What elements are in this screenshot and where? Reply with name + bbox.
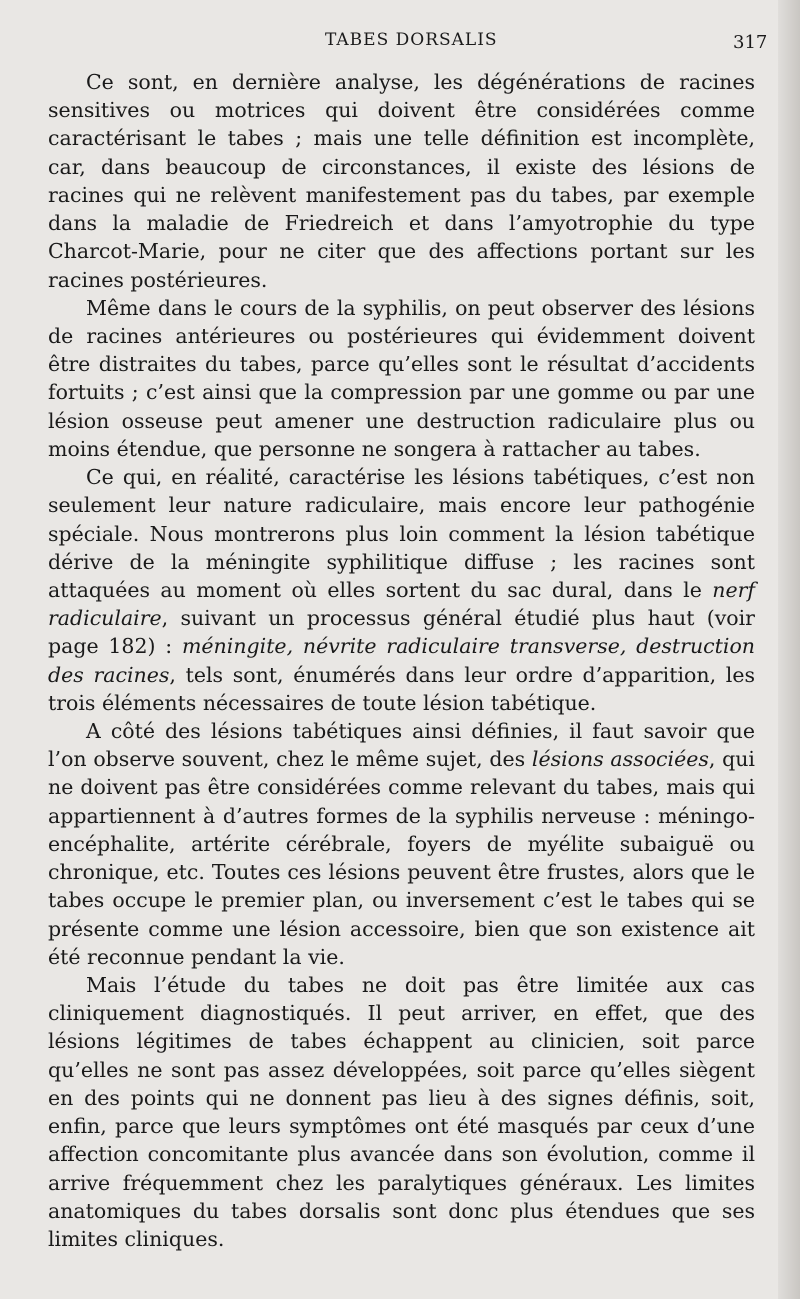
paragraph-4 [48,717,755,971]
paragraph-2 [48,294,755,463]
body-text [48,68,755,1253]
paragraph-4-text-b: , qui ne doivent pas être considérées comme relevant du tabes, mais qui appartiennent à d’autres formes de la syphilis nerveuse : méningo-encéphalite, artérite cérébrale, foyers de myélite subaiguë ou chronique, etc. Toutes ces lésions peuvent être frustes, alors que le tabes occupe le premier plan, ou inversement c’est le tabes qui se présente comme une lésion accessoire, bien que son existence ait été reconnue pendant la vie. [48,747,755,969]
paragraph-3-text-a: Ce qui, en réalité, caractérise les lésions tabétiques, c’est non seulement leur nature radiculaire, mais encore leur pathogénie spéciale. Nous montrerons plus loin comment la lésion tabétique dérive de la méningite syphilitique diffuse ; les racines sont attaquées au moment où elles sortent du sac dural, dans le [48,465,755,602]
running-head: TABES DORSALIS [325,30,498,50]
paragraph-1-text: Ce sont, en dernière analyse, les dégénérations de racines sensitives ou motrices qui doivent être considérées comme caractérisant le tabes ; mais une telle définition est incomplète, car, dans beaucoup de circonstances, il existe des lésions de racines qui ne relèvent manifestement pas du tabes, par exemple dans la maladie de Friedreich et dans l’amyotrophie du type Charcot-Marie, pour ne citer que des affections portant sur les racines postérieures. [48,70,755,292]
paragraph-3-text-c: , tels sont, énumérés dans leur ordre d’apparition, les trois éléments nécessaires de toute lésion tabétique. [48,662,755,715]
paragraph-3 [48,463,755,717]
paragraph-4-text-a: A côté des lésions tabétiques ainsi définies, il faut savoir que l’on observe souvent, chez le même sujet, des [48,719,755,772]
paragraph-3-italic-nerf-radiculaire: nerf radiculaire [48,577,755,631]
paragraph-2-text: Même dans le cours de la syphilis, on peut observer des lésions de racines antérieures ou postérieures qui évidemment doivent être distraites du tabes, parce qu’elles sont le résultat d’accidents fortuits ; c’est ainsi que la compression par une gomme ou par une lésion osseuse peut amener une destruction radiculaire plus ou moins étendue, que personne ne songera à rattacher au tabes. [48,295,755,461]
paragraph-5-text: Mais l’étude du tabes ne doit pas être limitée aux cas cliniquement diagnostiqués. Il peut arriver, en effet, que des lésions légitimes de tabes échappent au clinicien, soit parce qu’elles ne sont pas assez développées, soit parce qu’elles siègent en des points qui ne donnent pas lieu à des signes définis, soit, enfin, parce que leurs symptômes ont été masqués par ceux d’une affection concomitante plus avancée dans son évolution, comme il arrive fréquemment chez les paralytiques généraux. Les limites anatomiques du tabes dorsalis sont donc plus étendues que ses limites cliniques. [48,973,755,1251]
paragraph-4-italic-lesions-associees: lésions associées [531,747,709,772]
page-number: 317 [733,32,768,53]
paragraph-3-italic-sequence: méningite, névrite radiculaire transverse, destruction des racines [48,634,755,687]
paragraph-1 [48,68,755,294]
paragraph-3-text-b: , suivant un processus général étudié plus haut (voir page 182) : [48,606,755,659]
page-header [0,30,800,56]
page-edge-shadow [778,0,800,1299]
paragraph-5 [48,971,755,1253]
